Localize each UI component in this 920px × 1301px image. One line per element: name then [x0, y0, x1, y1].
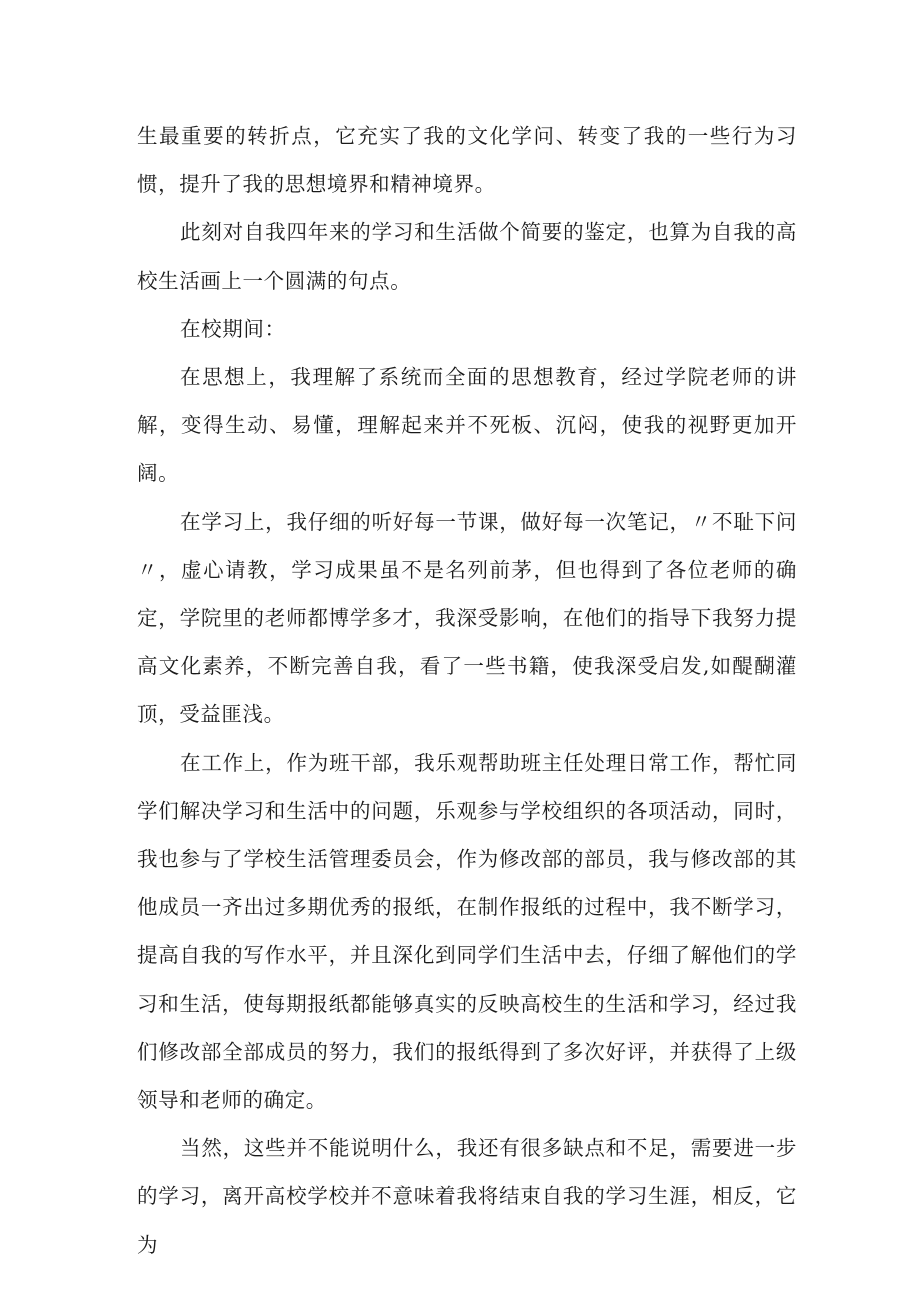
paragraph-5: 在学习上，我仔细的听好每一节课，做好每一次笔记，〃不耻下问〃，虚心请教，学习成果虽不是名列前茅，但也得到了各位老师的确定，学院里的老师都博学多才，我深受影响，在他们的指导下我努力提高文化素养，不断完善自我，看了一些书籍，使我深受启发,如醍醐灌顶，受益匪浅。 — [137, 509, 797, 727]
paragraph-7: 当然，这些并不能说明什么，我还有很多缺点和不足，需要进一步的学习，离开高校学校并不意味着我将结束自我的学习生涯，相反，它为 — [137, 1136, 797, 1257]
paragraph-6: 在工作上，作为班干部，我乐观帮助班主任处理日常工作，帮忙同学们解决学习和生活中的问题，乐观参与学校组织的各项活动，同时，我也参与了学校生活管理委员会，作为修改部的部员，我与修改部的其他成员一齐出过多期优秀的报纸，在制作报纸的过程中，我不断学习，提高自我的写作水平，并且深化到同学们生活中去，仔细了解他们的学习和生活，使每期报纸都能够真实的反映高校生的生活和学习，经过我们修改部全部成员的努力，我们的报纸得到了多次好评，并获得了上级领导和老师的确定。 — [137, 750, 797, 1113]
paragraph-1: 生最重要的转折点，它充实了我的文化学问、转变了我的一些行为习惯，提升了我的思想境界和精神境界。 — [137, 124, 797, 197]
paragraph-2: 此刻对自我四年来的学习和生活做个简要的鉴定，也算为自我的高校生活画上一个圆满的句点。 — [137, 220, 797, 293]
document-body — [137, 112, 797, 1269]
paragraph-3: 在校期间： — [180, 316, 286, 341]
paragraph-4: 在思想上，我理解了系统而全面的思想教育，经过学院老师的讲解，变得生动、易懂，理解起来并不死板、沉闷，使我的视野更加开阔。 — [137, 365, 797, 486]
